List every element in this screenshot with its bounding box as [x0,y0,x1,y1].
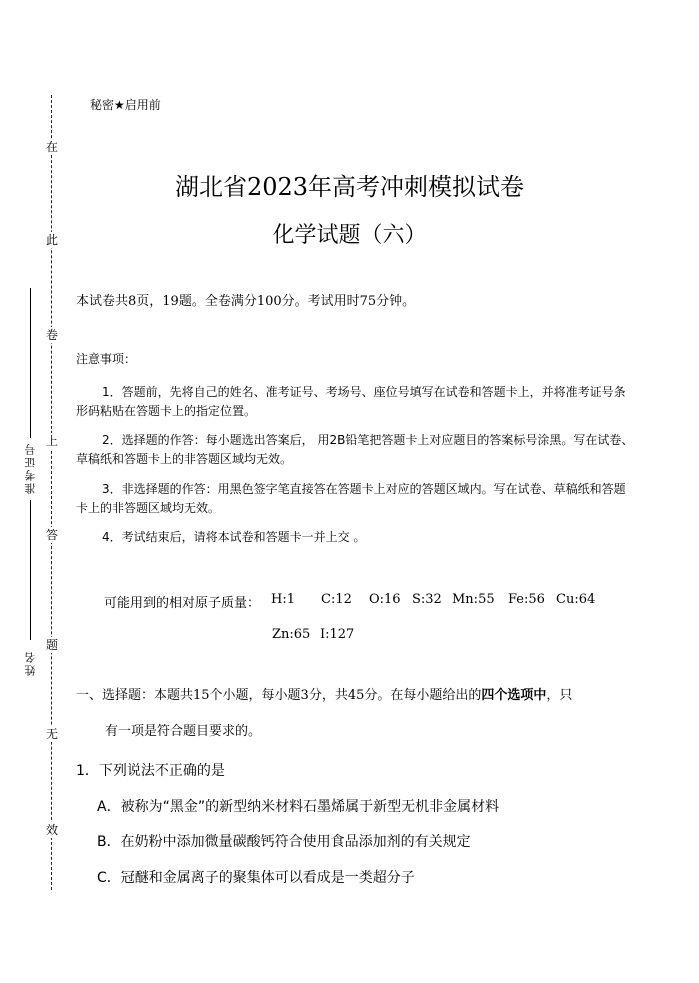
margin-char-3: 卷 [45,328,58,342]
atomic-mass-s: S:32 [412,592,442,607]
atomic-mass-fe: Fe:56 [508,592,545,607]
section-heading-bold: 四个选项中 [481,688,547,703]
atomic-mass-h: H:1 [271,592,295,607]
notice-heading: 注意事项： [76,352,137,366]
notice-item-2: 2．选择题的作答：每小题选出答案后， 用2B铅笔把答题卡上对应题目的答案标号涂黑。写在试卷、草稿纸和答题卡上的非答题区域均无效。 [76,433,634,466]
section-heading-suffix: ，只 [546,688,573,703]
atomic-mass-c: C:12 [321,592,352,607]
exam-intro: 本试卷共8页，19题。全卷满分100分。考试用时75分钟。 [76,294,416,309]
question-1-stem: 1．下列说法不正确的是 [76,763,225,779]
section-heading-line2: 有一项是符合题目要求的。 [105,724,262,739]
margin-char-8: 效 [45,823,58,837]
question-1-option-a: A．被称为“黑金”的新型纳米材料石墨烯属于新型无机非金属材料 [97,799,500,815]
exam-title: 湖北省2023年高考冲刺模拟试卷 [174,173,525,201]
notice-item-1: 1．答题前，先将自己的姓名、准考证号、考场号、座位号填写在试卷和答题卡上，并将准考证号条形码粘贴在答题卡上的指定位置。 [76,385,626,418]
section-heading [76,686,636,706]
notice-item-4: 4．考试结束后，请将本试卷和答题卡一并上交 。 [102,530,366,544]
atomic-mass-label: 可能用到的相对原子质量： [104,596,261,611]
margin-char-7: 无 [45,727,58,741]
atomic-mass-i: I:127 [320,627,355,642]
margin-char-1: 在 [45,140,58,154]
margin-char-5: 答 [45,528,58,542]
margin-char-4: 上 [45,434,58,448]
name-fill-line [30,500,31,640]
margin-char-2: 此 [45,233,58,247]
notice-item-3: 3．非选择题的作答：用黑色签字笔直接答在答题卡上对应的答题区域内。写在试卷、草稿纸和答题卡上的非答题区域均无效。 [76,482,626,515]
atomic-mass-zn: Zn:65 [272,627,311,642]
question-1-option-b: B．在奶粉中添加微量碳酸钙符合使用食品添加剂的有关规定 [97,834,471,850]
question-1-option-c: C．冠醚和金属离子的聚集体可以看成是一类超分子 [97,870,415,886]
secret-label: 秘密★启用前 [90,98,161,112]
section-heading-prefix: 一、选择题：本题共15个小题，每小题3分，共45分。在每小题给出的 [76,688,482,703]
exam-id-fill-line [30,288,31,438]
exam-subtitle: 化学试题（六） [272,223,427,248]
atomic-mass-o: O:16 [369,592,401,607]
atomic-mass-mn: Mn:55 [452,592,495,607]
binding-dashed-line [51,95,52,890]
exam-id-label: 准考证号 [24,442,37,494]
name-label: 姓名 [24,650,37,676]
margin-char-6: 题 [45,638,58,652]
atomic-mass-cu: Cu:64 [556,592,596,607]
